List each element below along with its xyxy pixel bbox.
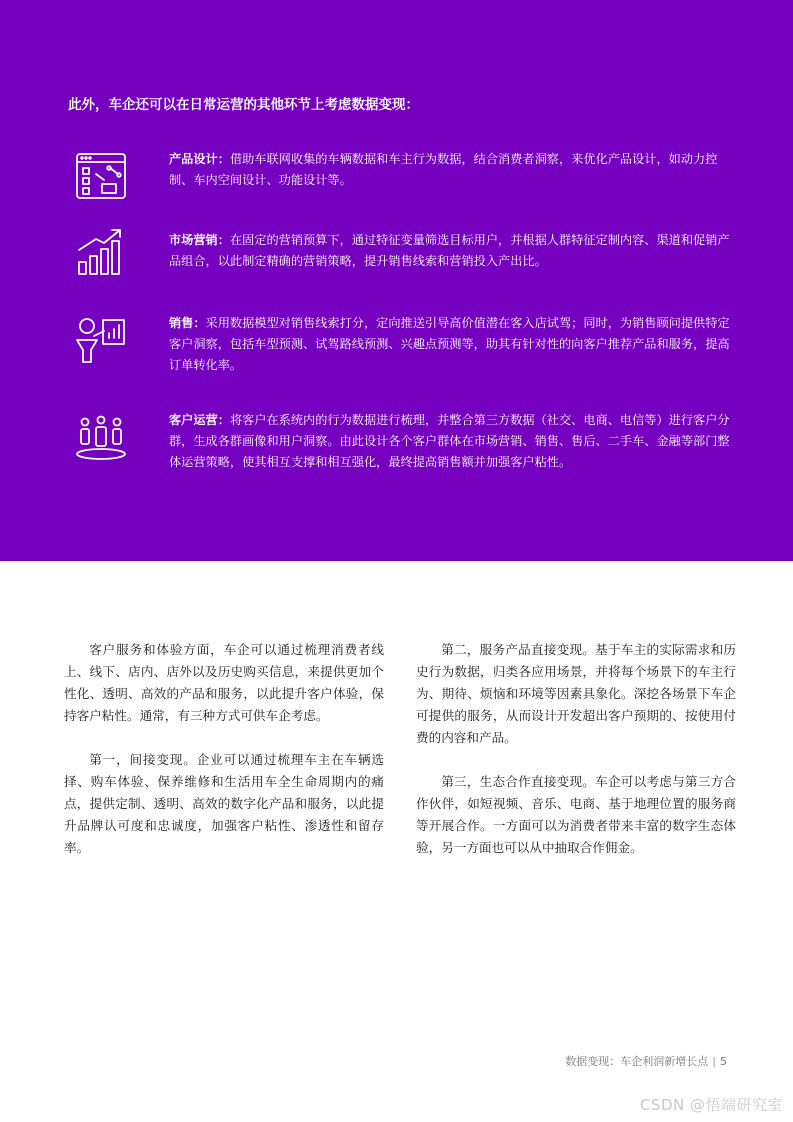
paragraph: 第二，服务产品直接变现。基于车主的实际需求和历史行为数据，归类各应用场景，并将每个场景下的车主行为、期待、烦恼和环境等因素具象化。深挖各场景下车企可提供的服务，从而设计开发超出客户预期的、按使用付费的内容和产品。 [416, 642, 736, 745]
item-title: 市场营销： [169, 233, 230, 247]
sales-presenter-icon [74, 314, 128, 368]
footer-separator: | [712, 1055, 716, 1068]
item-title: 销售： [169, 316, 206, 330]
item-text [169, 149, 735, 191]
item-text [169, 410, 735, 473]
intro-heading: 此外，车企还可以在日常运营的其他环节上考虑数据变现： [68, 97, 419, 113]
page-footer [565, 1053, 727, 1069]
customer-group-icon [74, 412, 128, 466]
right-column [416, 639, 736, 881]
item-description: 将客户在系统内的行为数据进行梳理，并整合第三方数据（社交、电商、电信等）进行客户分群，生成各群画像和用户洞察。由此设计各个客户群体在市场营销、销售、售后、二手车、金融等部门整体运营策略，使其相互支撑和相互强化，最终提高销售额并加强客户粘性。 [169, 413, 730, 469]
watermark: CSDN @悟端研究室 [639, 1096, 783, 1114]
paragraph: 第一，间接变现。企业可以通过梳理车主在车辆选择、购车体验、保养维修和生活用车全生命周期内的痛点，提供定制、透明、高效的数字化产品和服务，以此提升品牌认可度和忠诚度，加强客户粘性、渗透性和留存率。 [64, 752, 384, 855]
item-title: 产品设计： [169, 152, 230, 166]
item-description: 在固定的营销预算下，通过特征变量筛选目标用户，并根据人群特征定制内容、渠道和促销产品组合，以此制定精确的营销策略，提升销售线索和营销投入产出比。 [169, 233, 730, 268]
page-number: 5 [720, 1055, 727, 1068]
left-column [64, 639, 384, 881]
item-description: 采用数据模型对销售线索打分，定向推送引导高价值潜在客入店试驾；同时，为销售顾问提供特定客户洞察，包括车型预测、试驾路线预测、兴趣点预测等，助其有针对性的向客户推荐产品和服务，提高订单转化率。 [169, 316, 730, 372]
item-title: 客户运营： [169, 413, 230, 427]
item-text [169, 313, 735, 376]
paragraph: 客户服务和体验方面，车企可以通过梳理消费者线上、线下、店内、店外以及历史购买信息，来提供更加个性化、透明、高效的产品和服务，以此提升客户体验，保持客户粘性。通常，有三种方式可供车企考虑。 [64, 642, 384, 723]
growth-chart-icon [74, 224, 128, 278]
item-text [169, 230, 735, 272]
product-design-icon [74, 150, 128, 204]
item-description: 借助车联网收集的车辆数据和车主行为数据，结合消费者洞察，来优化产品设计，如动力控制、车内空间设计、功能设计等。 [169, 152, 718, 187]
paragraph: 第三，生态合作直接变现。车企可以考虑与第三方合作伙伴，如短视频、音乐、电商、基于地理位置的服务商等开展合作。一方面可以为消费者带来丰富的数字生态体验，另一方面也可以从中抽取合作佣金。 [416, 774, 736, 855]
footer-title: 数据变现：车企利润新增长点 [565, 1055, 709, 1068]
